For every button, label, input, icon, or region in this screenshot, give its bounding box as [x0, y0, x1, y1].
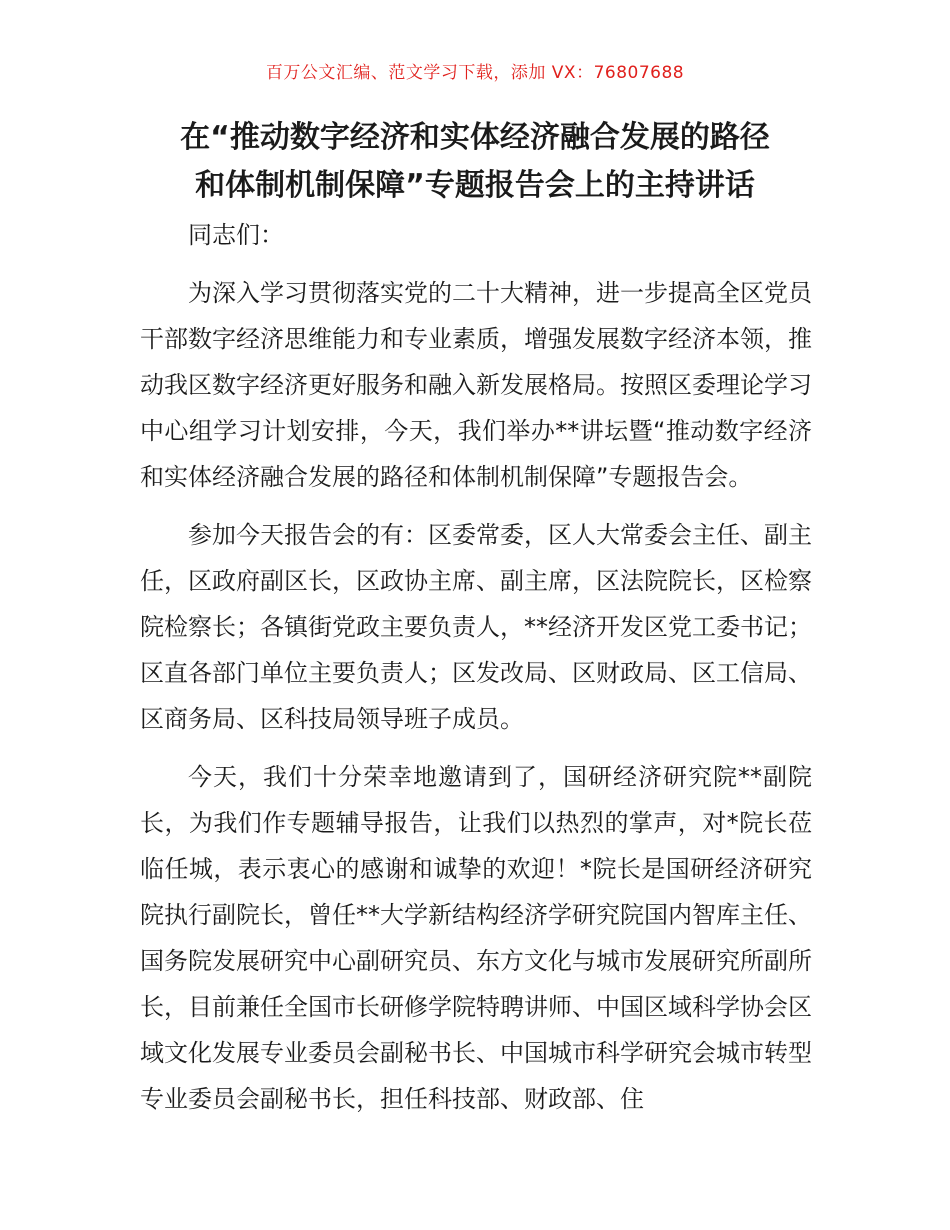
paragraph-speaker: 今天，我们十分荣幸地邀请到了，国研经济研究院**副院长，为我们作专题辅导报告，让我们以热烈的掌声，对*院长莅临任城，表示衷心的感谢和诚挚的欢迎！*院长是国研经济研究院执行副院长，曾任**大学新结构经济学研究院国内智库主任、国务院发展研究中心副研究员、东方文化与城市发展研究所副所长，目前兼任全国市长研修学院特聘讲师、中国区域科学协会区域文化发展专业委员会副秘书长、中国城市科学研究会城市转型专业委员会副秘书长，担任科技部、财政部、住 [140, 763, 812, 1113]
document-body [140, 212, 812, 1134]
title-line-2: 和体制机制保障”专题报告会上的主持讲话 [195, 168, 755, 203]
document-title [100, 114, 850, 210]
paragraph-intro: 为深入学习贯彻落实党的二十大精神，进一步提高全区党员干部数字经济思维能力和专业素质，增强发展数字经济本领，推动我区数字经济更好服务和融入新发展格局。按照区委理论学习中心组学习计划安排，今天，我们举办**讲坛暨“推动数字经济和实体经济融合发展的路径和体制机制保障”专题报告会。 [140, 279, 812, 491]
paragraph-attendees: 参加今天报告会的有：区委常委，区人大常委会主任、副主任，区政府副区长，区政协主席、副主席，区法院院长，区检察院检察长；各镇街党政主要负责人，**经济开发区党工委书记；区直各部门单位主要负责人；区发改局、区财政局、区工信局、区商务局、区科技局领导班子成员。 [140, 521, 812, 733]
header-banner: 百万公文汇编、范文学习下载，添加 VX：76807688 [265, 63, 685, 83]
salutation: 同志们： [188, 221, 284, 249]
title-line-1: 在“推动数字经济和实体经济融合发展的路径 [180, 120, 770, 155]
